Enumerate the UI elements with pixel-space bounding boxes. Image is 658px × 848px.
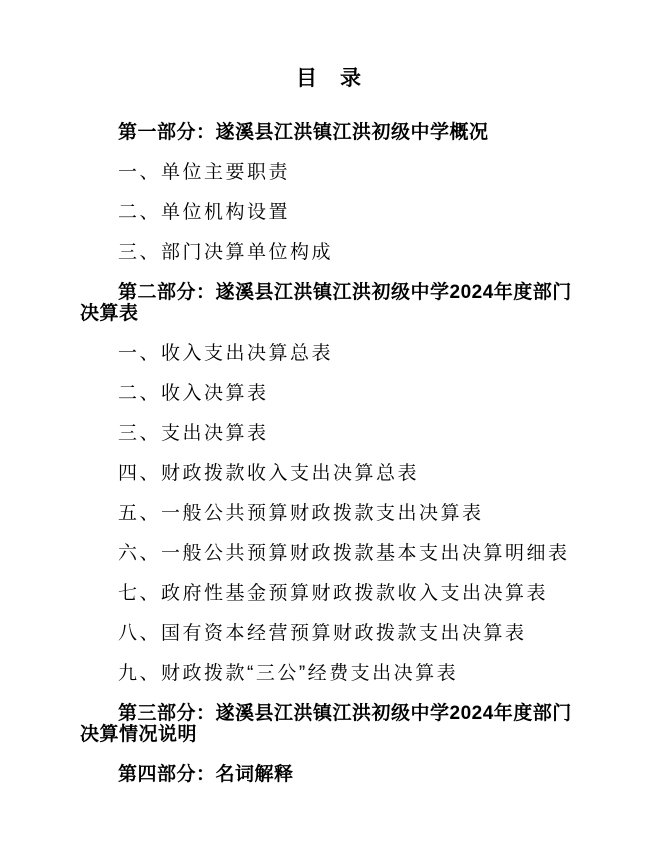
toc-item: 三、部门决算单位构成 — [118, 242, 334, 263]
toc-item: 二、单位机构设置 — [118, 202, 291, 223]
toc-title: 目 录 — [296, 67, 362, 90]
toc-item: 六、一般公共预算财政拨款基本支出决算明细表 — [118, 543, 570, 564]
toc-item: 四、财政拨款收入支出决算总表 — [118, 463, 420, 484]
toc-item: 五、一般公共预算财政拨款支出决算表 — [118, 503, 484, 524]
toc-item: 八、国有资本经营预算财政拨款支出决算表 — [118, 623, 527, 644]
part-3-heading: 第三部分：遂溪县江洪镇江洪初级中学2024年度部门决算情况说明 — [80, 703, 572, 745]
toc-item: 一、收入支出决算总表 — [118, 343, 334, 364]
table-of-contents — [80, 122, 582, 785]
part-2-heading: 第二部分：遂溪县江洪镇江洪初级中学2024年度部门决算表 — [80, 282, 572, 324]
toc-item: 二、收入决算表 — [118, 383, 269, 404]
toc-item: 三、支出决算表 — [118, 423, 269, 444]
toc-item: 一、单位主要职责 — [118, 162, 291, 183]
part-1-heading: 第一部分：遂溪县江洪镇江洪初级中学概况 — [118, 122, 489, 143]
toc-item: 七、政府性基金预算财政拨款收入支出决算表 — [118, 583, 549, 604]
toc-item: 九、财政拨款“三公”经费支出决算表 — [118, 663, 459, 684]
part-4-heading: 第四部分：名词解释 — [118, 764, 294, 785]
